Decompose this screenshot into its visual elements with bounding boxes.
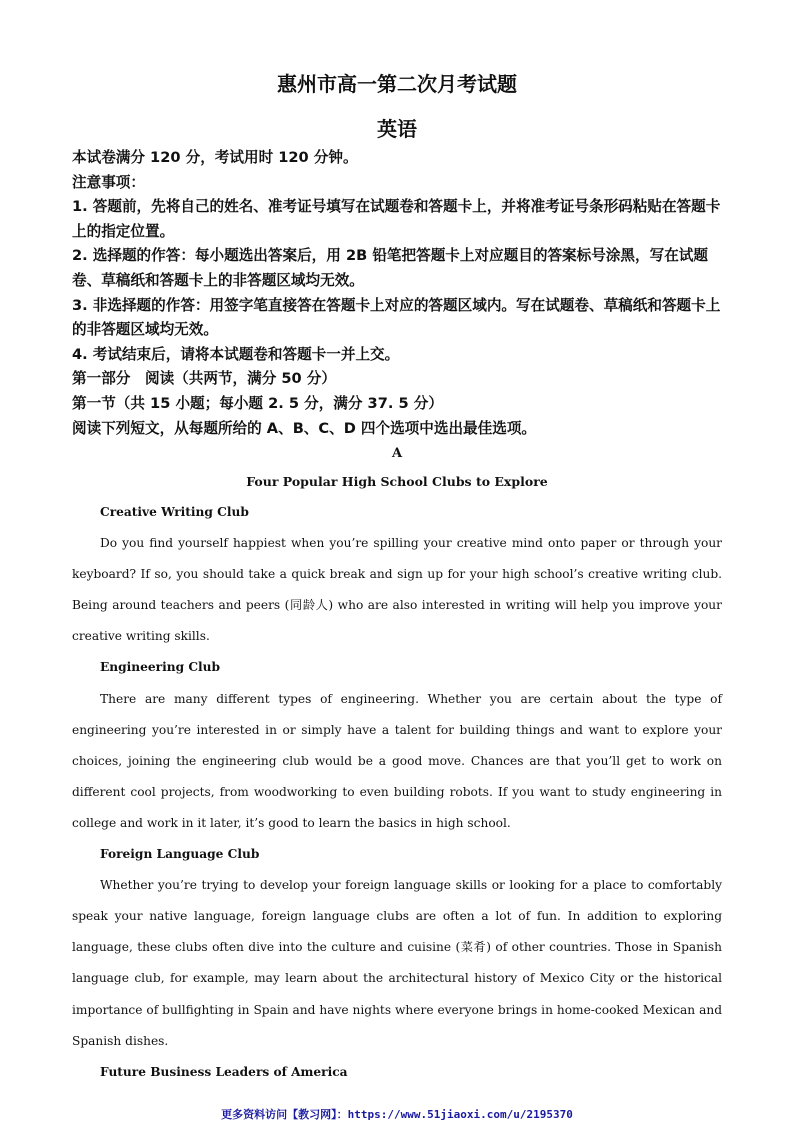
club-heading: Engineering Club [100,660,221,675]
instruction-line: 2. 选择题的作答：每小题选出答案后，用 2B 铅笔把答题卡上对应题目的答案标号涂黑，写在试题卷、草稿纸和答题卡上的非答题区域均无效。 [72,247,708,289]
instruction-line: 3. 非选择题的作答：用签字笔直接答在答题卡上对应的答题区域内。写在试题卷、草稿纸和答题卡上的非答题区域均无效。 [72,296,721,339]
club-heading: Creative Writing Club [100,505,249,519]
club-paragraph: Whether you’re trying to develop your foreign language skills or looking for a place to comfortably speak your native language, foreign language clubs are often a lot of fun. In addition to exploring language, these clubs often dive into the culture and cuisine (菜肴) of other countries. Those in Spanish language club, for example, may learn about the architectural history of Mexico City or the historical importance of bullfighting in Spain and have nights where everyone brings in home-cooked Mexican and Spanish dishes. [72,878,722,1048]
subsection-heading: 第一节（共 15 小题；每小题 2. 5 分，满分 37. 5 分） [72,394,443,412]
passage-title: Four Popular High School Clubs to Explore [246,474,548,489]
club-paragraph: There are many different types of engineering. Whether you are certain about the type of engineering you’re interested in or simply have a talent for building things and want to explore your choices, joining the engineering club would be a good move. Chances are that you’ll get to work on different cool projects, from woodworking to even building robots. If you want to study engineering in college and work in it later, it’s good to learn the basics in high school. [72,691,722,830]
footer-link[interactable]: 更多资料访问【教习网】：https://www.51jiaoxi.com/u/2195370 [221,1108,573,1121]
exam-instructions [72,146,726,441]
section-heading: 第一部分 阅读（共两节，满分 50 分） [72,370,336,388]
instruction-line: 阅读下列短文，从每题所给的 A、B、C、D 四个选项中选出最佳选项。 [72,419,537,437]
passage-label: A [391,446,403,461]
subject-title: 英语 [377,117,417,141]
club-paragraph: Do you find yourself happiest when you’re spilling your creative mind onto paper or through your keyboard? If so, you should take a quick break and sign up for your high school’s creative writing club. Being around teachers and peers (同龄人) who are also interested in writing will help you improve your creative writing skills. [72,536,722,644]
club-heading: Foreign Language Club [100,847,260,862]
instruction-line: 4. 考试结束后，请将本试题卷和答题卡一并上交。 [72,345,400,363]
passage-body [72,497,722,1088]
instruction-line: 注意事项： [72,173,145,191]
instruction-line: 1. 答题前，先将自己的姓名、准考证号填写在试题卷和答题卡上，并将准考证号条形码粘贴在答题卡上的指定位置。 [72,198,721,240]
exam-title: 惠州市高一第二次月考试题 [277,72,517,96]
instruction-line: 本试卷满分 120 分，考试用时 120 分钟。 [72,149,358,166]
club-heading: Future Business Leaders of America [100,1064,348,1079]
